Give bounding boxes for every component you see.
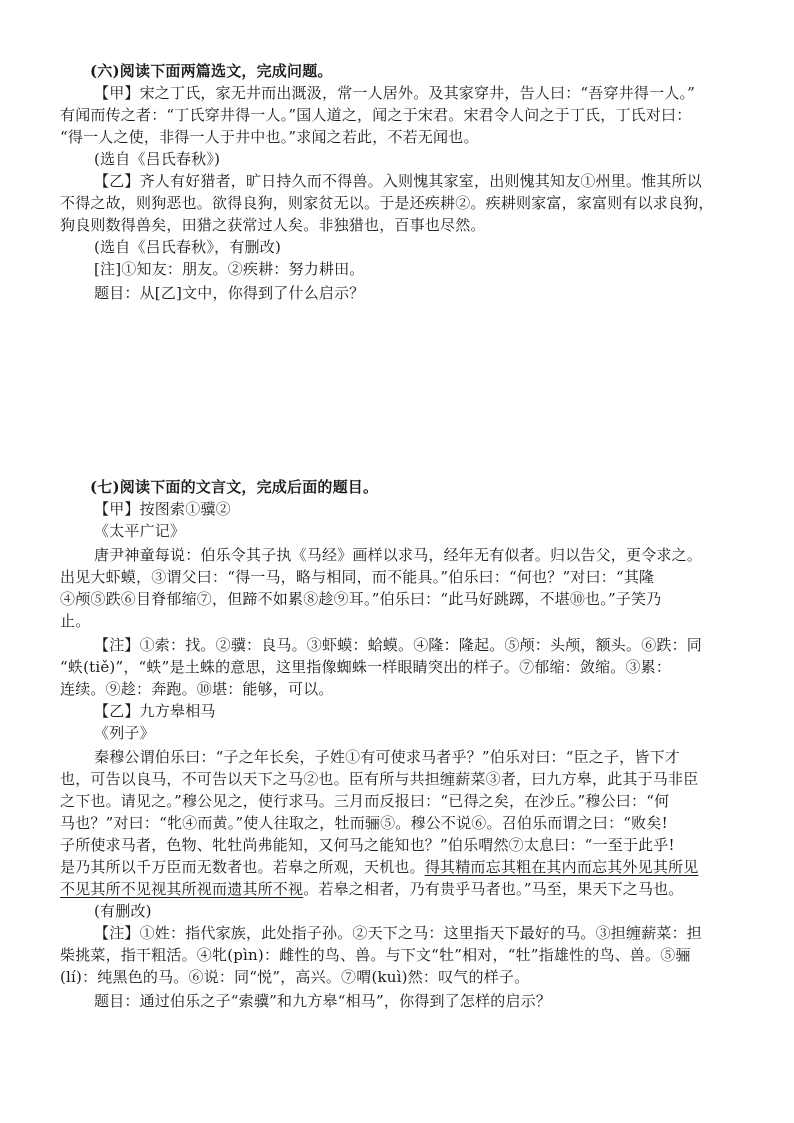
section-7-yi-line-7: [60, 878, 684, 900]
section-7-yi-title: 【乙】九方皋相马: [94, 702, 216, 720]
section-7-yi-source: 《列子》: [94, 724, 155, 742]
section-7-yi-line-2: 也，可告以良马，不可告以天下之马②也。臣有所与共担缠薪菜③者，曰九方皋，此其于马非臣: [60, 770, 699, 788]
section-7-yi-note-3: (lí)：纯黑色的马。⑥说：同“悦”，高兴。⑦喟(kuì)然：叹气的样子。: [60, 968, 530, 986]
underlined-sentence-part-2: 不见其所不见视其所视而遗其所不视: [60, 880, 304, 898]
section-6-yi-line-2: 不得之故，则狗恶也。欲得良狗，则家贫无以。于是还疾耕②。疾耕则家富，家富则有以求良狗，: [60, 194, 714, 212]
section-7-jia-source: 《太平广记》: [94, 522, 186, 540]
section-7-yi-source-2: (有删改): [94, 902, 152, 920]
section-7-yi-line-6: [60, 856, 698, 878]
section-7-jia-note-2: “蛈(tiě)”，“蛈”是土蛛的意思，这里指像蜘蛛一样眼睛突出的样子。⑦郁缩：敛缩。③累：: [60, 658, 672, 676]
section-6-title: (六)阅读下面两篇选文，完成问题。: [90, 62, 333, 80]
section-7-question: 题目：通过伯乐之子“索骥”和九方皋“相马”，你得到了怎样的启示？: [94, 992, 552, 1010]
yi-line-7-text: 。若皋之相者，乃有贵乎马者也。”马至，果天下之马也。: [303, 880, 684, 898]
section-7-yi-line-1: 秦穆公谓伯乐曰：“子之年长矣，子姓①有可使求马者乎？”伯乐对曰：“臣之子，皆下才: [94, 748, 681, 766]
section-7-yi-note-1: 【注】①姓：指代家族，此处指子孙。②天下之马：这里指天下最好的马。③担缠薪菜：担: [94, 924, 703, 942]
section-7-jia-line-2: 出见大虾蟆，③谓父曰：“得一马，略与相同，而不能具。”伯乐曰：“何也？”对曰：“其隆: [60, 568, 655, 586]
section-6-jia-line-1: 【甲】宋之丁氏，家无井而出溉汲，常一人居外。及其家穿井，告人曰：“吾穿井得一人。”: [94, 84, 696, 102]
yi-line-6-text: 是乃其所以千万臣而无数者也。若皋之所观，天机也。: [60, 858, 425, 876]
section-7-jia-note-3: 连续。⑨趁：奔跑。⑩堪：能够，可以。: [60, 680, 334, 698]
section-6-yi-line-3: 狗良则数得兽矣，田猎之获常过人矣。非独猎也，百事也尽然。: [60, 216, 486, 234]
section-6-note: [注]①知友：朋友。②疾耕：努力耕田。: [94, 260, 365, 278]
section-6-yi-source: (选自《吕氏春秋》，有删改): [94, 238, 282, 256]
section-6-jia-source: (选自《吕氏春秋》): [94, 150, 221, 168]
section-6-yi-line-1: 【乙】齐人有好猎者，旷日持久而不得兽。入则愧其家室，出则愧其知友①州里。惟其所以: [94, 172, 703, 190]
section-7-yi-line-5: 子所使求马者，色物、牝牡尚弗能知，又何马之能知也？”伯乐喟然⑦太息曰：“一至于此乎!: [60, 836, 675, 854]
section-7-yi-line-4: 马也？”对曰：“牝④而黄。”使人往取之，牡而骊⑤。穆公不说⑥。召伯乐而谓之曰：“败矣!: [60, 814, 668, 832]
section-7-jia-line-3: ④颅⑤跌⑥目脊郁缩⑦，但蹄不如累⑧趁⑨耳。”伯乐曰：“此马好跳踯，不堪⑩也。”子笑乃: [60, 590, 662, 608]
section-6-jia-line-2: 有闻而传之者：“丁氏穿井得一人。”国人道之，闻之于宋君。宋君令人问之于丁氏，丁氏对曰：: [60, 106, 692, 124]
section-7-jia-note-1: 【注】①索：找。②骥：良马。③虾蟆：蛤蟆。④隆：隆起。⑤颅：头颅，额头。⑥跌：同: [94, 636, 703, 654]
section-7-jia-title: 【甲】按图索①骥②: [94, 500, 231, 518]
underlined-sentence-part-1: 得其精而忘其粗在其内而忘其外见其所见: [424, 858, 699, 876]
section-6-jia-line-3: “得一人之使，非得一人于井中也。”求闻之若此，不若无闻也。: [60, 128, 479, 146]
section-6-question: 题目：从[乙]文中，你得到了什么启示？: [94, 284, 365, 302]
section-7-title: (七)阅读下面的文言文，完成后面的题目。: [90, 478, 379, 496]
section-7-yi-line-3: 之下也。请见之。”穆公见之，使行求马。三月而反报曰：“已得之矣，在沙丘。”穆公曰：“何: [60, 792, 670, 810]
section-7-yi-note-2: 柴挑菜，指干粗活。④牝(pìn)：雌性的鸟、兽。与下文“牡”相对，“牡”指雄性的鸟、兽。⑤骊: [60, 946, 691, 964]
section-7-jia-line-4: 止。: [60, 612, 91, 630]
section-7-jia-line-1: 唐尹神童每说：伯乐令其子执《马经》画样以求马，经年无有似者。归以告父，更令求之。: [94, 546, 703, 564]
